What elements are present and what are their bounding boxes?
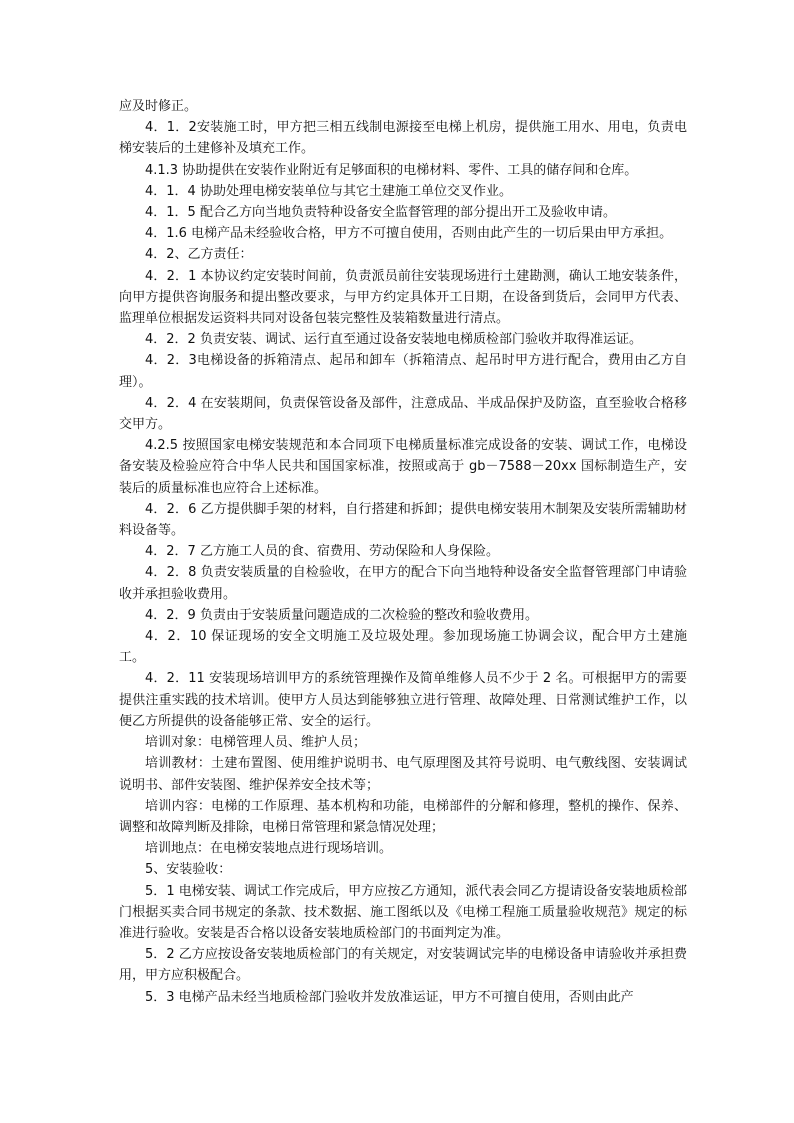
section-heading: 4．2、乙方责任： [145,247,253,263]
paragraph: 4．1．2安装施工时，甲方把三相五线制电源接至电梯上机房，提供施工用水、用电，负责电梯安装后的土建修补及填充工作。 [119,120,687,157]
document-page [119,96,687,1008]
training-materials: 培训教材：土建布置图、使用维护说明书、电气原理图及其符号说明、电气敷线图、安装调试说明书、部件安装图、维护保养安全技术等； [119,756,687,793]
paragraph: 4．2．9 负责由于安装质量问题造成的二次检验的整改和验收费用。 [145,607,538,623]
paragraph: 4.1.3 协助提供在安装作业附近有足够面积的电梯材料、零件、工具的储存间和仓库。 [145,162,638,178]
paragraph: 4．2．8 负责安装质量的自检验收，在甲方的配合下向当地特种设备安全监督管理部门申请验收并承担验收费用。 [119,565,687,602]
paragraph: 4．2．2 负责安装、调试、运行直至通过设备安装地电梯质检部门验收并取得准运证。 [145,332,642,348]
paragraph: 4．2．1 本协议约定安装时间前，负责派员前往安装现场进行土建勘测，确认工地安装条件，向甲方提供咨询服务和提出整改要求，与甲方约定具体开工日期，在设备到货后，会同甲方代表、监理单位根据发运资料共同对设备包装完整性及装箱数量进行清点。 [119,268,687,327]
training-content: 培训内容：电梯的工作原理、基本机构和功能，电梯部件的分解和修理，整机的操作、保养、调整和故障判断及排除，电梯日常管理和紧急情况处理； [119,798,687,835]
training-target: 培训对象：电梯管理人员、维护人员； [145,735,367,751]
paragraph: 4．2．3电梯设备的拆箱清点、起吊和卸车（拆箱清点、起吊时甲方进行配合，费用由乙方自理）。 [119,353,687,390]
paragraph: 4．1．5 配合乙方向当地负责特种设备安全监督管理的部分提出开工及验收申请。 [145,205,616,221]
training-location: 培训地点：在电梯安装地点进行现场培训。 [145,841,393,857]
paragraph: 5．1 电梯安装、调试工作完成后，甲方应按乙方通知，派代表会同乙方提请设备安装地质检部门根据买卖合同书规定的条款、技术数据、施工图纸以及《电梯工程施工质量验收规范》规定的标准进行验收。安装是否合格以设备安装地质检部门的书面判定为准。 [119,883,687,941]
paragraph: 4.2.5 按照国家电梯安装规范和本合同项下电梯质量标准完成设备的安装、调试工作，电梯设备安装及检验应符合中华人民共和国国家标准，按照或高于 gb－7588－20xx 国标制造生产，安装后的质量标准也应符合上述标准。 [119,438,687,496]
paragraph: 4．2．7 乙方施工人员的食、宿费用、劳动保险和人身保险。 [145,544,499,560]
paragraph: 4．2．4 在安装期间，负责保管设备及部件，注意成品、半成品保护及防盗，直至验收合格移交甲方。 [119,395,687,433]
paragraph: 5．3 电梯产品未经当地质检部门验收并发放准运证，甲方不可擅自使用，否则由此产 [145,989,634,1005]
paragraph: 应及时修正。 [119,99,198,114]
paragraph: 4．1．4 协助处理电梯安装单位与其它土建施工单位交叉作业。 [145,183,512,199]
paragraph: 4．2．11 安装现场培训甲方的系统管理操作及简单维修人员不少于 2 名。可根据甲方的需要提供注重实践的技术培训。使甲方人员达到能够独立进行管理、故障处理、日常测试维护工作，以便乙方所提供的设备能够正常、安全的运行。 [119,671,687,729]
paragraph: 5．2 乙方应按设备安装地质检部门的有关规定，对安装调试完毕的电梯设备申请验收并承担费用，甲方应积极配合。 [119,947,687,984]
paragraph: 4．2．6 乙方提供脚手架的材料，自行搭建和拆卸；提供电梯安装用木制架及安装所需辅助材料设备等。 [119,501,687,539]
paragraph: 4．2．10 保证现场的安全文明施工及垃圾处理。参加现场施工协调会议，配合甲方土建施工。 [119,629,687,666]
paragraph: 4．1.6 电梯产品未经验收合格，甲方不可擅自使用，否则由此产生的一切后果由甲方承担。 [145,226,673,242]
section-heading: 5、安装验收： [145,862,232,878]
